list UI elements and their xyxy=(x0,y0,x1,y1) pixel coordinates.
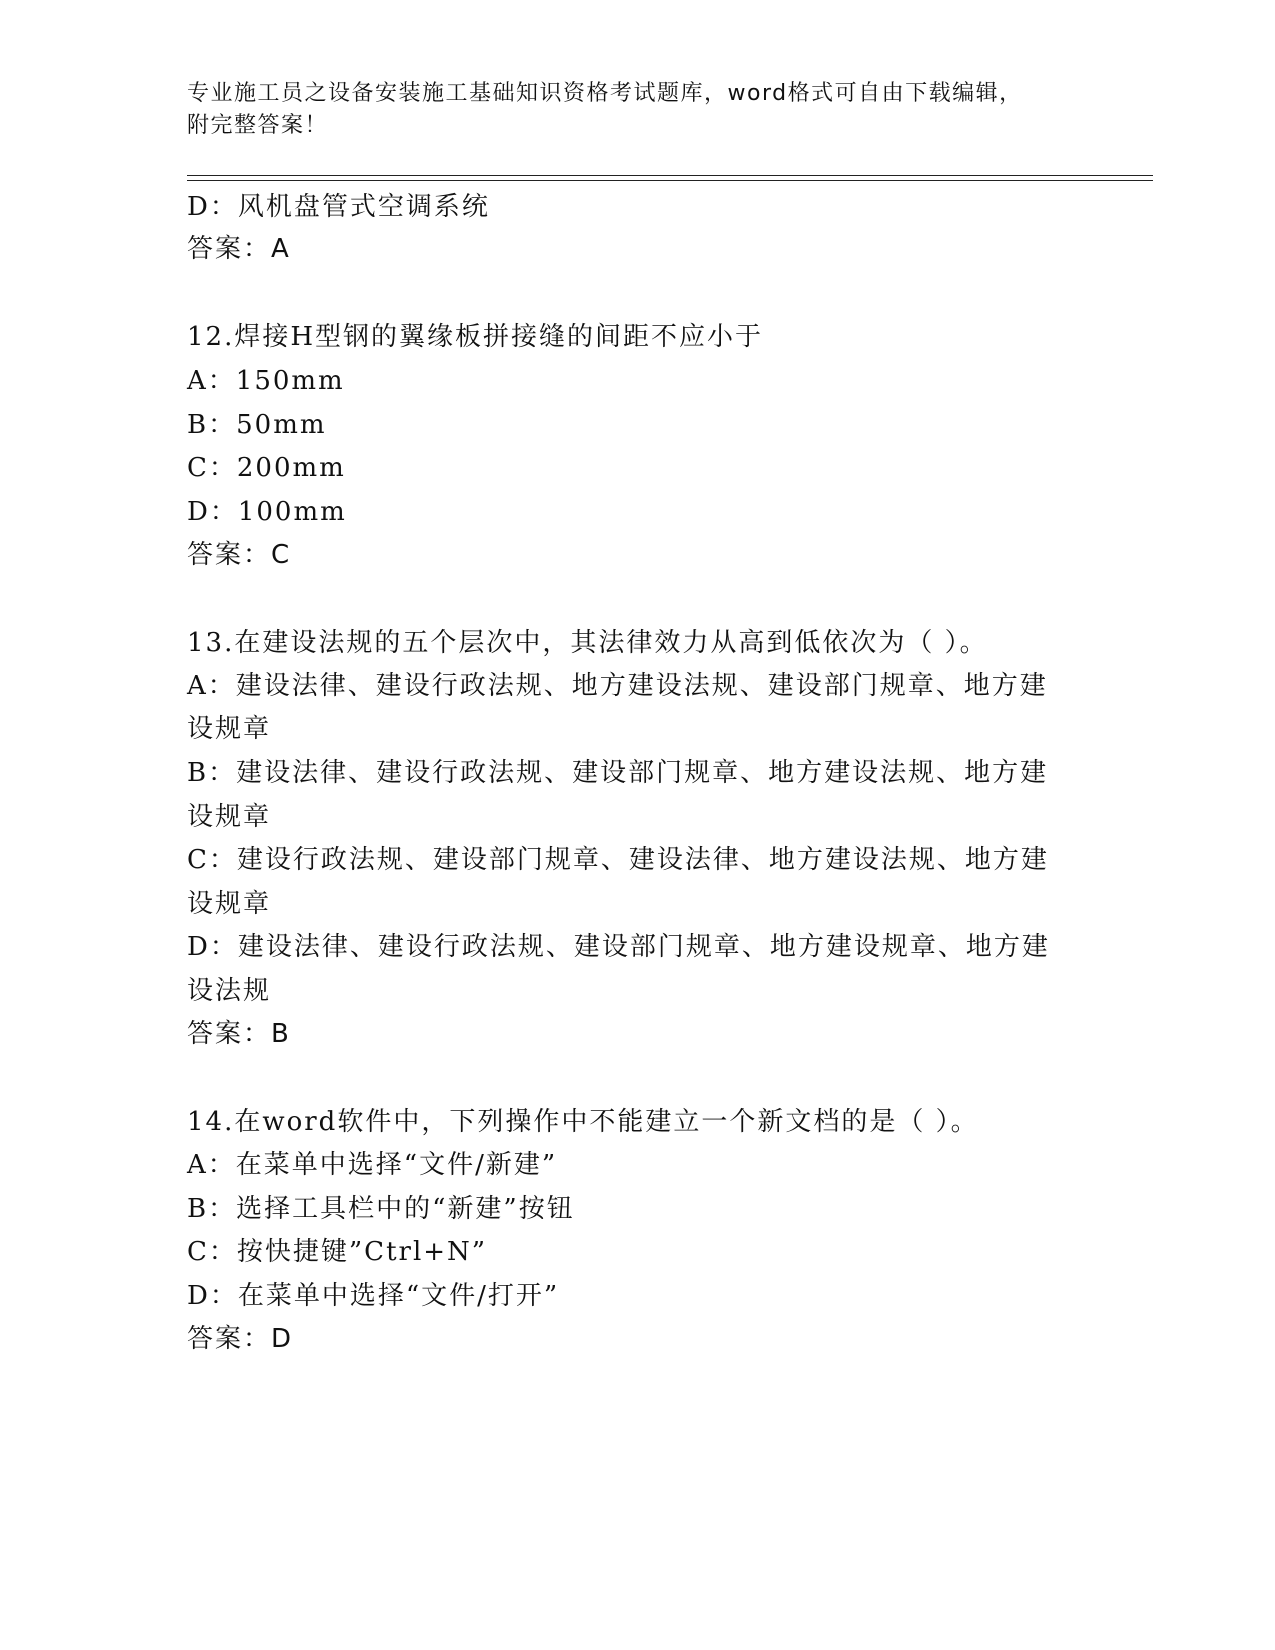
q12-option-d: D：100mm xyxy=(187,497,347,527)
header-divider-bottom xyxy=(187,180,1153,181)
q13-option-b-line2: 设规章 xyxy=(187,802,272,832)
q13-option-b-line1: B：建设法律、建设行政法规、建设部门规章、地方建设法规、地方建 xyxy=(187,758,1049,788)
q11-answer: 答案：A xyxy=(187,234,291,264)
q12-stem: 12.焊接H型钢的翼缘板拼接缝的间距不应小于 xyxy=(187,322,764,352)
q13-option-d-line2: 设法规 xyxy=(187,976,272,1006)
q13-option-a-line2: 设规章 xyxy=(187,714,272,744)
q12-option-c: C：200mm xyxy=(187,453,346,483)
q11-option-d: D：风机盘管式空调系统 xyxy=(187,192,490,222)
q13-stem: 13.在建设法规的五个层次中，其法律效力从高到低依次为（ ）。 xyxy=(187,628,988,658)
q13-option-c-line1: C：建设行政法规、建设部门规章、建设法律、地方建设法规、地方建 xyxy=(187,845,1049,875)
header-divider-top xyxy=(187,175,1153,176)
q12-option-b: B：50mm xyxy=(187,410,327,440)
q14-option-c: C：按快捷键”Ctrl+N” xyxy=(187,1237,488,1267)
q14-option-d: D：在菜单中选择“文件/打开” xyxy=(187,1281,560,1311)
q13-option-a-line1: A：建设法律、建设行政法规、地方建设法规、建设部门规章、地方建 xyxy=(187,671,1048,701)
q14-option-b: B：选择工具栏中的“新建”按钮 xyxy=(187,1194,575,1224)
q12-option-a: A：150mm xyxy=(187,366,345,396)
q14-stem: 14.在word软件中，下列操作中不能建立一个新文档的是（ ）。 xyxy=(187,1107,979,1137)
q14-answer: 答案：D xyxy=(187,1324,294,1354)
q13-answer: 答案：B xyxy=(187,1019,291,1049)
q14-option-a: A：在菜单中选择“文件/新建” xyxy=(187,1150,558,1180)
q13-option-d-line1: D：建设法律、建设行政法规、建设部门规章、地方建设规章、地方建 xyxy=(187,932,1050,962)
q13-option-c-line2: 设规章 xyxy=(187,889,272,919)
header-title-line1: 专业施工员之设备安装施工基础知识资格考试题库，word格式可自由下载编辑， xyxy=(187,81,1023,106)
header-title-line2: 附完整答案！ xyxy=(187,113,329,138)
q12-answer: 答案：C xyxy=(187,540,292,570)
